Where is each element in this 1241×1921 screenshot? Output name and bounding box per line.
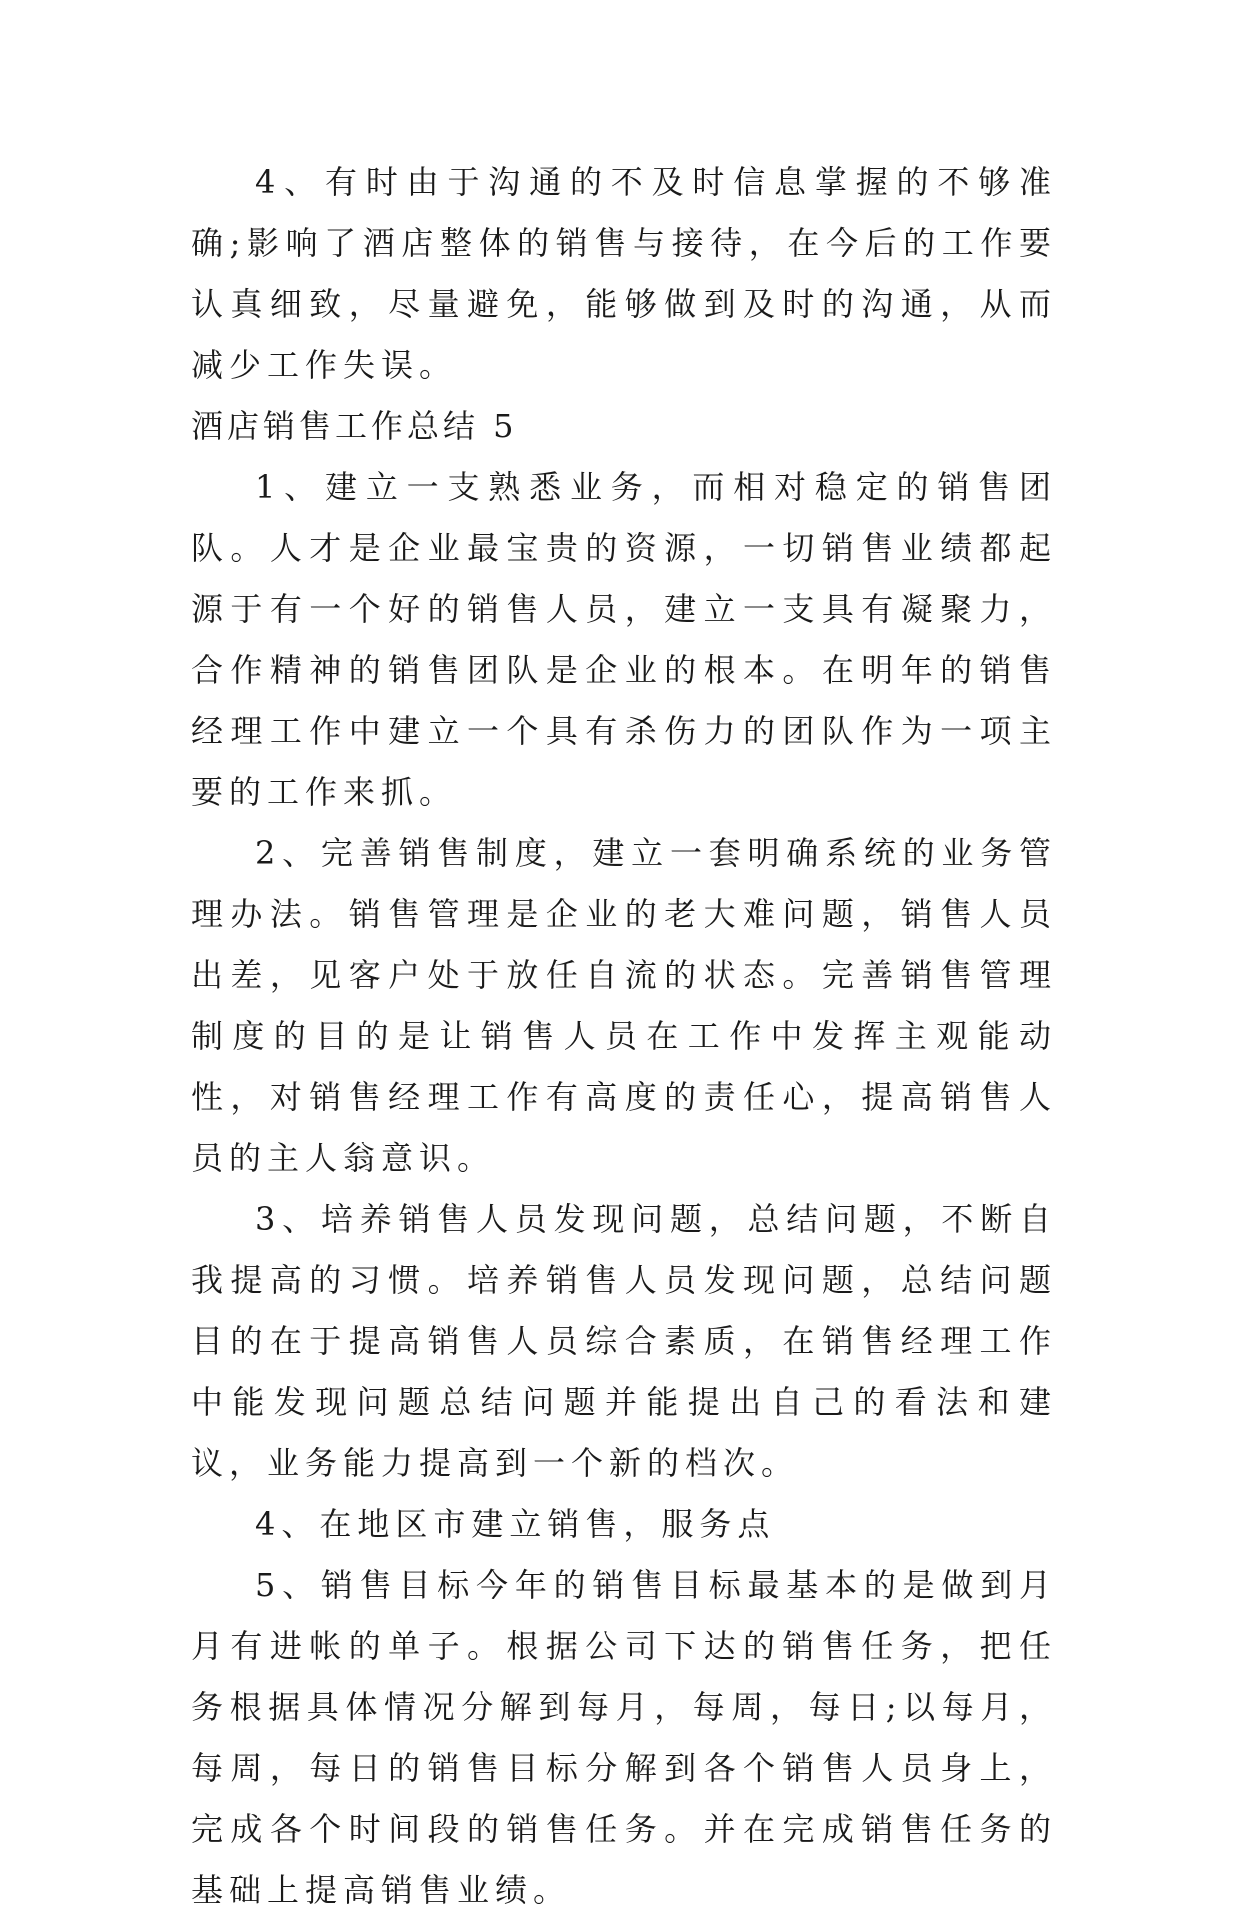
document-body — [191, 152, 1057, 1921]
section-title: 酒店销售工作总结 5 — [191, 407, 518, 445]
paragraph-item-4-service-points: 4、在地区市建立销售，服务点 — [255, 1505, 776, 1543]
paragraph-item-2-system: 2、完善销售制度，建立一套明确系统的业务管理办法。销售管理是企业的老大难问题，销售人员出差，见客户处于放任自流的状态。完善销售管理制度的目的是让销售人员在工作中发挥主观能动性，对销售经理工作有高度的责任心，提高销售人员的主人翁意识。 — [191, 834, 1057, 1177]
paragraph-item-4-communication: 4、有时由于沟通的不及时信息掌握的不够准确;影响了酒店整体的销售与接待，在今后的工作要认真细致，尽量避免，能够做到及时的沟通，从而减少工作失误。 — [191, 163, 1057, 384]
paragraph-item-5-targets: 5、销售目标今年的销售目标最基本的是做到月月有进帐的单子。根据公司下达的销售任务，把任务根据具体情况分解到每月，每周，每日;以每月，每周，每日的销售目标分解到各个销售人员身上，完成各个时间段的销售任务。并在完成销售任务的基础上提高销售业绩。 — [191, 1566, 1057, 1909]
paragraph-item-1-team: 1、建立一支熟悉业务，而相对稳定的销售团队。人才是企业最宝贵的资源，一切销售业绩都起源于有一个好的销售人员，建立一支具有凝聚力，合作精神的销售团队是企业的根本。在明年的销售经理工作中建立一个具有杀伤力的团队作为一项主要的工作来抓。 — [191, 468, 1057, 811]
paragraph-item-3-habits: 3、培养销售人员发现问题，总结问题，不断自我提高的习惯。培养销售人员发现问题，总结问题目的在于提高销售人员综合素质，在销售经理工作中能发现问题总结问题并能提出自己的看法和建议，业务能力提高到一个新的档次。 — [191, 1200, 1057, 1482]
